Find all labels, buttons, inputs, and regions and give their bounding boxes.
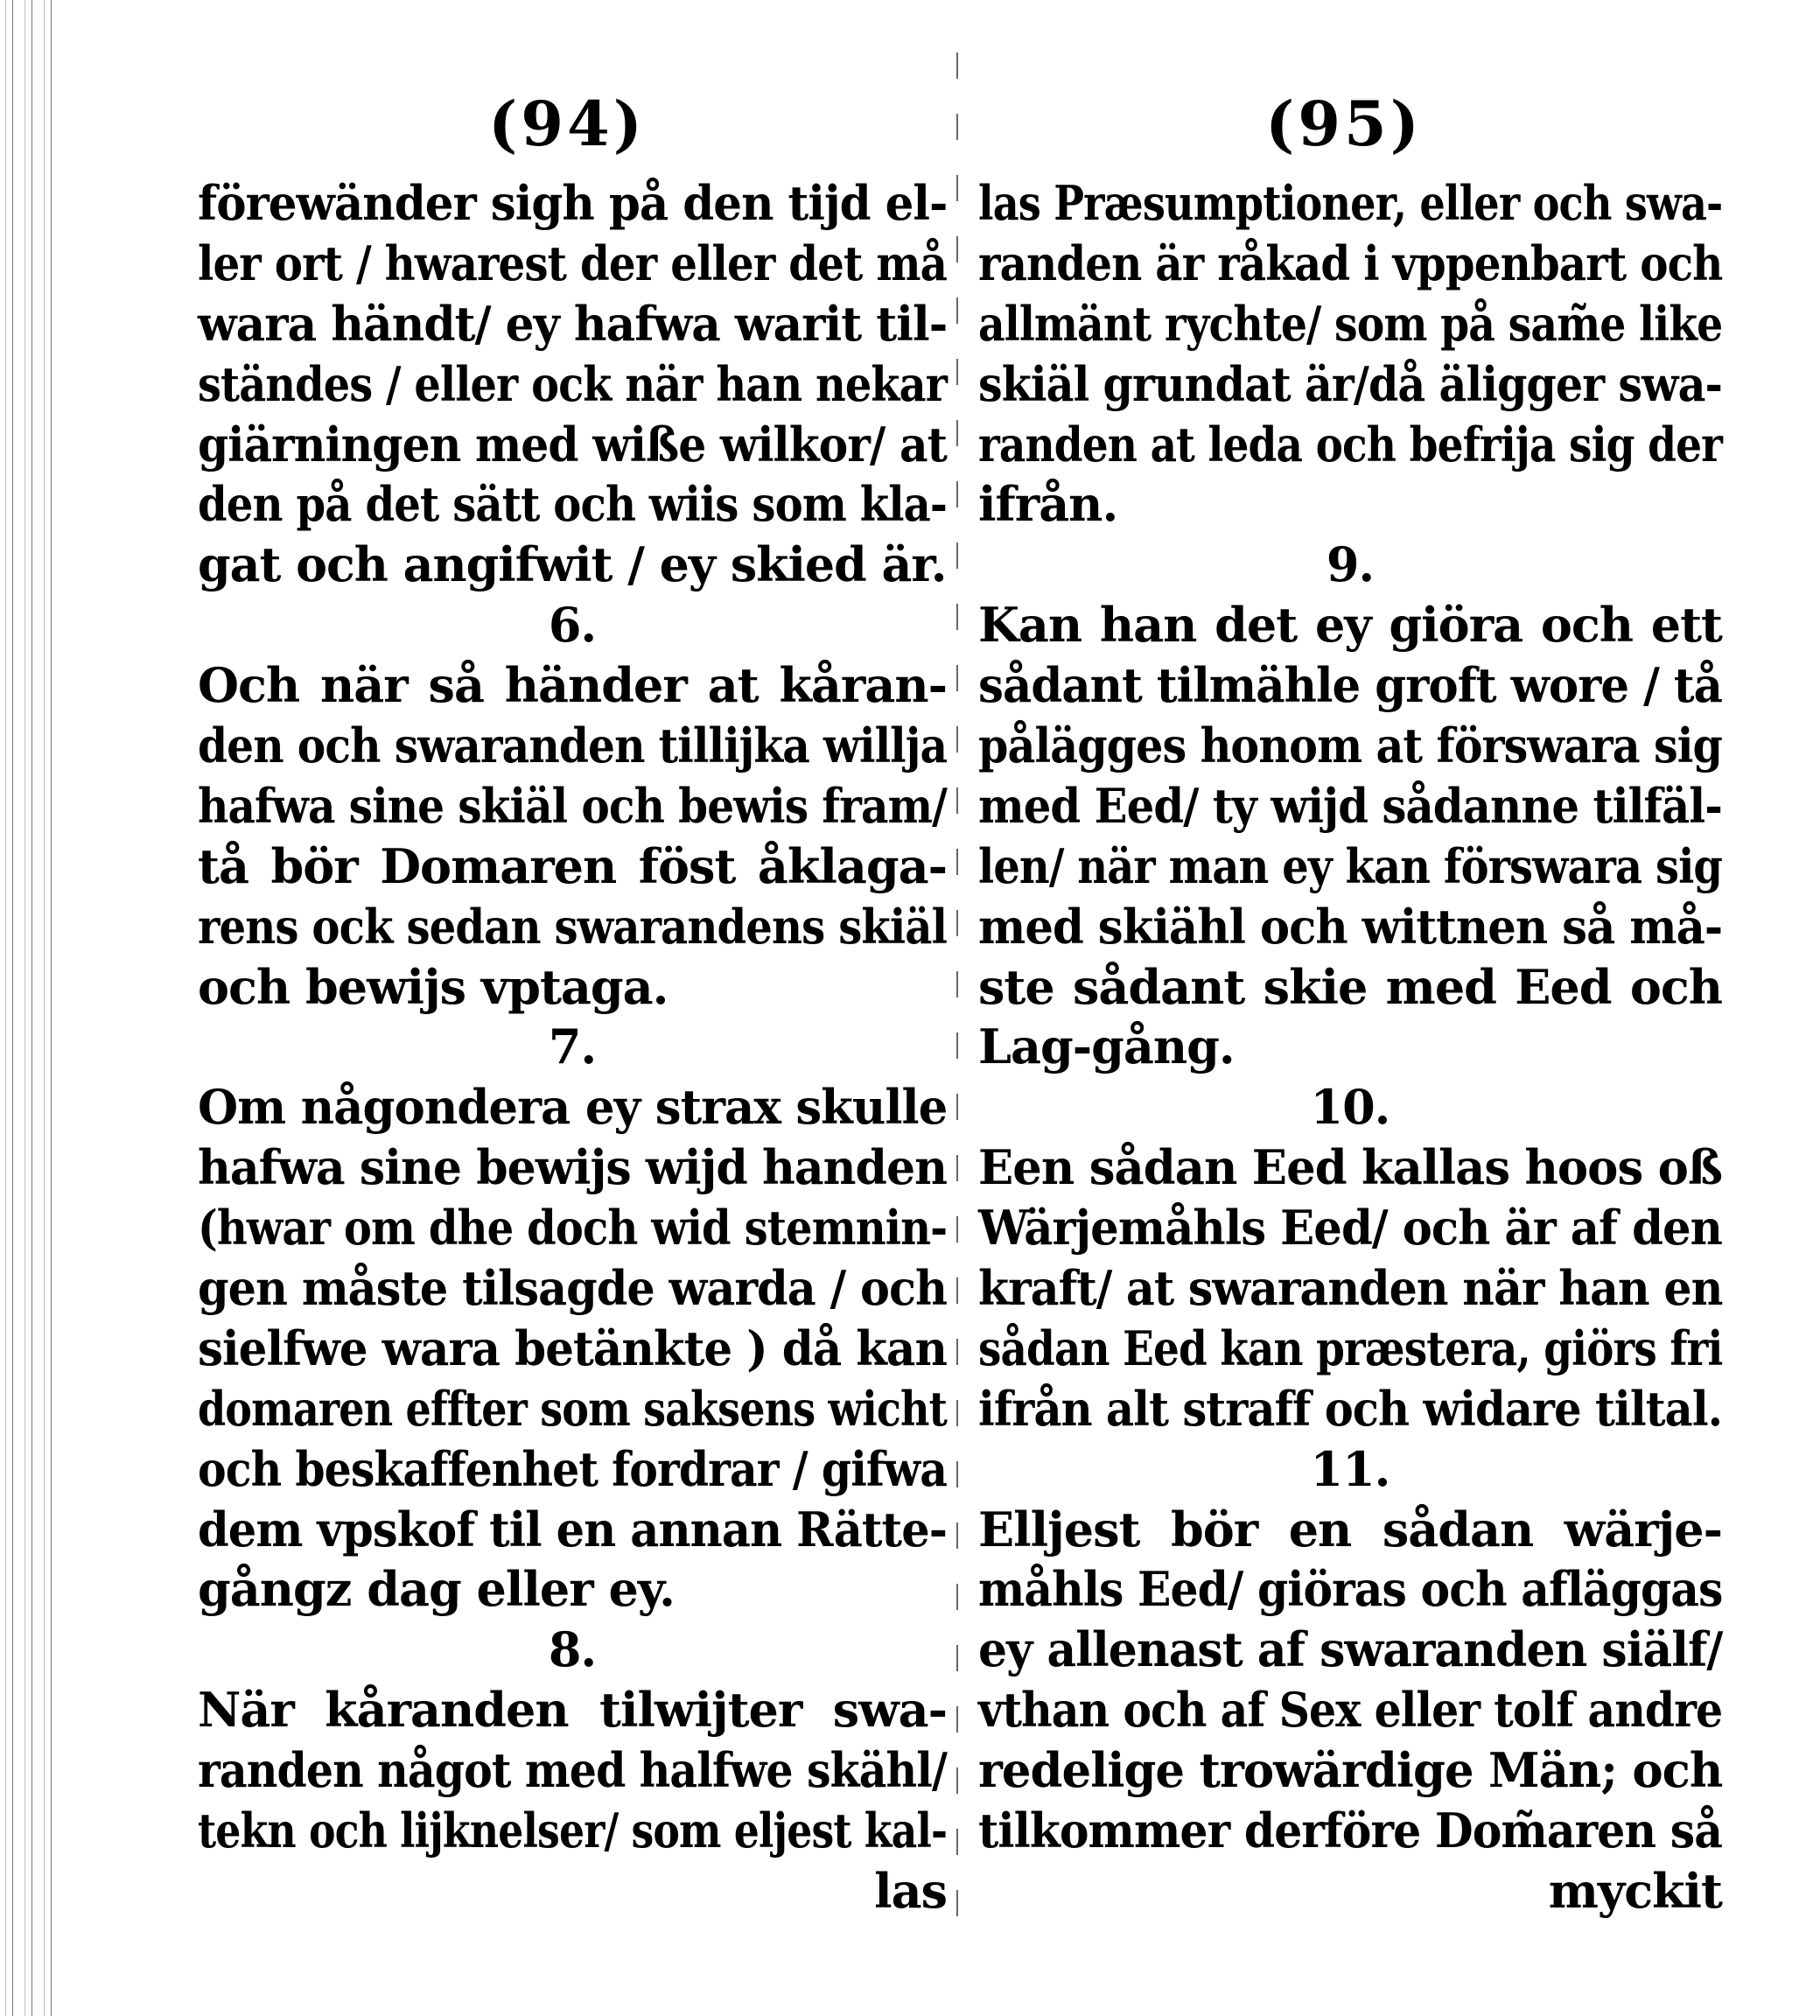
text-line: ey allenast af swaranden siälf/	[978, 1621, 1723, 1678]
text-line: Och när så händer at kåran-	[198, 657, 947, 714]
text-line: wara händt/ ey hafwa warit til-	[198, 295, 948, 352]
text-line: sådant tilmähle groft wore / tå	[978, 657, 1722, 714]
text-line: Een sådan Eed kallas hoos oß	[978, 1139, 1723, 1196]
text-line: rens ock sedan swarandens skiäl	[198, 898, 947, 955]
right-page-text	[978, 173, 1722, 1922]
text-line: måhls Eed/ giöras och afläggas	[978, 1561, 1723, 1618]
text-line: ständes / eller ock när han nekar	[198, 355, 947, 412]
text-line: sådan Eed kan præstera, giörs fri	[978, 1320, 1723, 1376]
text-line: När kåranden tilwijter swa-	[198, 1682, 947, 1739]
text-line: tekn och lijknelser/ som eljest kal-	[198, 1802, 948, 1859]
text-line: med Eed/ ty wijd sådanne tilfäl-	[978, 777, 1722, 834]
text-line: den och swaranden tillijka willja	[198, 718, 948, 774]
text-line: pålägges honom at förswara sig	[978, 718, 1723, 774]
text-line: gen måste tilsagde warda / och	[198, 1260, 947, 1317]
text-line: redelige trowärdige Män; och	[978, 1742, 1723, 1799]
text-line: kraft/ at swaranden när han en	[978, 1260, 1723, 1317]
text-line: randen at leda och befrija sig der	[978, 416, 1722, 472]
text-line: hafwa sine bewijs wijd handen	[198, 1139, 947, 1196]
section-number: 11.	[1310, 1440, 1390, 1497]
text-line: ifrån alt straff och widare tiltal.	[978, 1380, 1723, 1437]
text-line: (hwar om dhe doch wid stemnin-	[198, 1200, 948, 1256]
text-line: Kan han det ey giöra och ett	[978, 597, 1722, 654]
catchword: las	[874, 1862, 947, 1919]
section-number: 7.	[548, 1018, 597, 1075]
text-line: tå bör Domaren föst åklaga-	[198, 837, 947, 894]
text-line: Wärjemåhls Eed/ och är af den	[978, 1200, 1722, 1256]
text-line: tilkommer derföre Dom̃aren så	[978, 1802, 1722, 1859]
left-page-text	[198, 173, 947, 1922]
catchword: myckit	[1548, 1862, 1722, 1919]
book-gutter	[956, 52, 958, 1942]
text-line: ifrån.	[978, 476, 1118, 533]
text-line: och bewijs vptaga.	[198, 958, 668, 1015]
text-line: med skiähl och wittnen så må-	[978, 898, 1723, 955]
text-line: Om någondera ey strax skulle	[198, 1079, 948, 1136]
text-line: gat och angifwit / ey skied är.	[198, 536, 947, 593]
text-line: ler ort / hwarest der eller det må	[198, 234, 947, 291]
text-line: sielfwe wara betänkte ) då kan	[198, 1320, 947, 1376]
text-line: den på det sätt och wiis som kla-	[198, 476, 948, 533]
scan-edge-artifact	[0, 0, 52, 2016]
page-number-right: (95)	[1265, 88, 1423, 160]
text-line: randen är råkad i vppenbart och	[978, 234, 1723, 291]
text-line: len/ när man ey kan förswara sig	[978, 837, 1722, 894]
text-line: dem vpskof til en annan Rätte-	[198, 1501, 947, 1558]
text-line: giärningen med wiße wilkor/ at	[198, 416, 948, 472]
section-number: 8.	[548, 1621, 597, 1678]
text-line: vthan och af Sex eller tolf andre	[978, 1682, 1723, 1739]
page-number-left: (94)	[488, 88, 646, 160]
text-line: Elljest bör en sådan wärje-	[978, 1501, 1722, 1558]
text-line: domaren effter som saksens wicht	[198, 1380, 947, 1437]
text-line: gångz dag eller ey.	[198, 1561, 675, 1618]
text-line: och beskaffenhet fordrar / gifwa	[198, 1440, 947, 1497]
section-number: 9.	[1326, 536, 1375, 593]
section-number: 10.	[1310, 1079, 1390, 1136]
text-line: allmänt rychte/ som på sam̃e like	[978, 295, 1723, 352]
text-line: randen något med halfwe skähl/	[198, 1742, 947, 1799]
text-line: las Præsumptioner, eller och swa-	[978, 175, 1723, 231]
text-line: skiäl grundat är/då äligger swa-	[978, 355, 1722, 412]
text-line: förewänder sigh på den tijd el-	[198, 175, 948, 231]
text-line: hafwa sine skiäl och bewis fram/	[198, 777, 947, 834]
section-number: 6.	[548, 597, 597, 654]
text-line: Lag-gång.	[978, 1018, 1235, 1075]
text-line: ste sådant skie med Eed och	[978, 958, 1722, 1015]
